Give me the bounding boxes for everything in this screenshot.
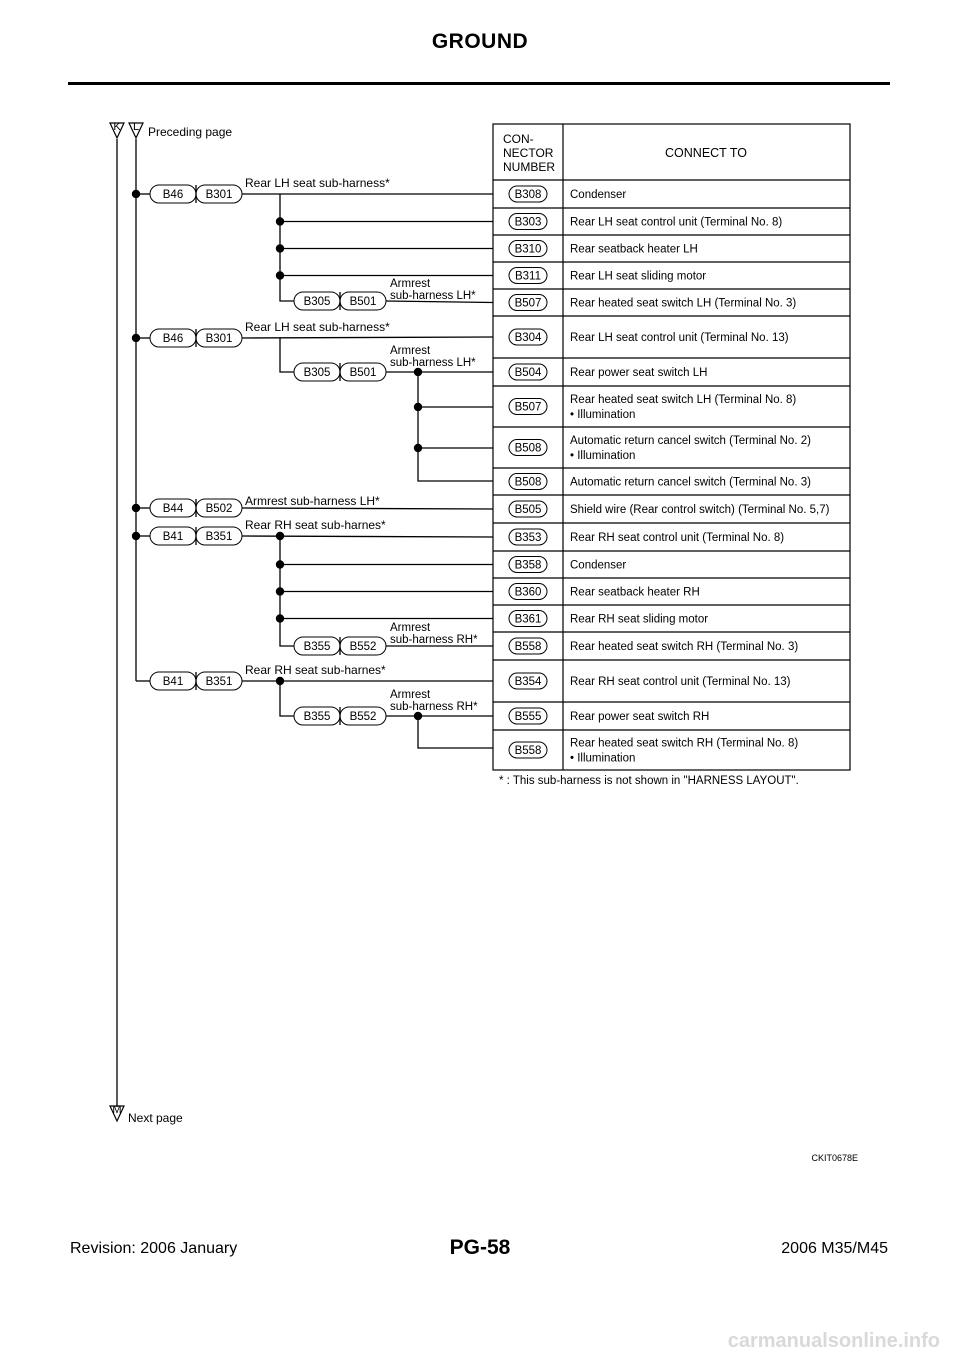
harness-label: Armrest <box>390 689 431 701</box>
splice-dot <box>276 271 284 279</box>
connect-to-description: • Illumination <box>570 450 636 462</box>
connector-number: B308 <box>514 189 542 202</box>
harness-label: Rear RH seat sub-harnes* <box>245 518 386 532</box>
harness-label: sub-harness LH* <box>390 357 476 369</box>
connect-to-description: Rear seatback heater RH <box>570 586 700 599</box>
table-header-connector: NECTOR <box>503 146 554 160</box>
harness-label: sub-harness RH* <box>390 634 478 646</box>
connect-to-description: • Illumination <box>570 409 636 421</box>
junction-connector: B501 <box>349 367 377 380</box>
connect-to-description: Rear LH seat control unit (Terminal No. 8) <box>570 216 783 229</box>
connector-number: B361 <box>514 613 542 626</box>
junction-connector: B351 <box>205 676 233 689</box>
connector-number: B507 <box>514 401 542 414</box>
splice-dot <box>276 532 284 540</box>
connector-number: B304 <box>514 332 542 345</box>
terminal-m-label: M <box>112 1104 122 1116</box>
page-number: PG-58 <box>449 1236 511 1259</box>
junction-connector: B351 <box>205 531 233 544</box>
junction-connector: B305 <box>303 296 331 309</box>
junction-connector: B305 <box>303 367 331 380</box>
connector-number: B555 <box>514 711 542 724</box>
watermark-text: carmanualsonline.info <box>727 1330 940 1352</box>
preceding-page-label: Preceding page <box>148 125 233 139</box>
connector-number: B310 <box>514 243 542 256</box>
junction-connector: B46 <box>162 189 184 202</box>
connect-to-description: Rear LH seat control unit (Terminal No. 13) <box>570 332 789 344</box>
connect-to-description: Shield wire (Rear control switch) (Terminal No. 5,7) <box>570 504 830 516</box>
terminal-k-label: K <box>113 121 121 133</box>
page-title: GROUND <box>431 30 529 53</box>
connector-number: B508 <box>514 442 542 455</box>
connector-number: B558 <box>514 745 542 758</box>
junction-connector: B46 <box>162 333 184 346</box>
connect-to-description: Rear heated seat switch LH (Terminal No. 3) <box>570 297 797 310</box>
junction-connector: B44 <box>162 503 184 516</box>
figure-code: CKIT0678E <box>811 1153 858 1163</box>
wire <box>242 337 493 338</box>
connector-number: B354 <box>514 676 542 689</box>
next-page-label: Next page <box>128 1111 183 1125</box>
connector-number: B505 <box>514 504 542 517</box>
connect-to-description: Condenser <box>570 559 627 572</box>
connect-to-description: Rear LH seat sliding motor <box>570 270 707 283</box>
junction-connector: B41 <box>162 531 184 544</box>
splice-dot <box>276 677 284 685</box>
splice-dot <box>132 532 140 540</box>
connector-number: B504 <box>514 367 542 380</box>
terminal-l-label: L <box>132 121 140 133</box>
wire <box>418 716 493 748</box>
harness-label: Armrest sub-harness LH* <box>245 494 380 508</box>
junction-connector: B552 <box>349 711 377 724</box>
harness-label: Armrest <box>390 278 431 290</box>
splice-dot <box>276 614 284 622</box>
footnote: * : This sub-harness is not shown in "HARNESS LAYOUT". <box>499 775 799 787</box>
connect-to-description: Rear RH seat control unit (Terminal No. 8) <box>570 532 785 544</box>
junction-connector: B301 <box>205 333 233 346</box>
harness-label: Rear RH seat sub-harnes* <box>245 663 386 677</box>
splice-dot <box>276 217 284 225</box>
connect-to-description: Automatic return cancel switch (Terminal No. 2) <box>570 435 811 447</box>
splice-dot <box>276 587 284 595</box>
revision-label: Revision: 2006 January <box>70 1240 238 1257</box>
wire <box>242 508 493 509</box>
connect-to-description: Condenser <box>570 189 627 201</box>
table-header-connector: NUMBER <box>503 160 556 174</box>
connect-to-description: Rear heated seat switch LH (Terminal No. 8) <box>570 394 797 406</box>
connector-number: B508 <box>514 476 542 489</box>
connect-to-description: • Illumination <box>570 752 636 765</box>
wire <box>280 338 294 372</box>
splice-dot <box>132 190 140 198</box>
connector-number: B303 <box>514 216 542 229</box>
connect-to-description: Rear seatback heater LH <box>570 243 698 256</box>
splice-dot <box>414 403 422 411</box>
harness-label: Rear LH seat sub-harness* <box>245 320 390 334</box>
junction-connector: B552 <box>349 641 377 654</box>
junction-connector: B355 <box>303 711 331 724</box>
wire <box>418 372 493 481</box>
connector-number: B358 <box>514 559 542 572</box>
table-header-connect-to: CONNECT TO <box>665 146 747 160</box>
splice-dot <box>276 560 284 568</box>
connect-to-description: Rear RH seat control unit (Terminal No. 13) <box>570 676 791 688</box>
junction-connector: B301 <box>205 189 233 202</box>
splice-dot <box>276 244 284 252</box>
splice-dot <box>132 504 140 512</box>
splice-dot <box>132 334 140 342</box>
harness-label: sub-harness RH* <box>390 701 478 713</box>
connector-number: B558 <box>514 641 542 654</box>
connector-number: B360 <box>514 586 542 599</box>
splice-dot <box>414 368 422 376</box>
junction-connector: B355 <box>303 641 331 654</box>
harness-label: sub-harness LH* <box>390 290 476 302</box>
connect-to-description: Rear heated seat switch RH (Terminal No. 3) <box>570 641 799 653</box>
connector-number: B507 <box>514 297 542 310</box>
harness-label: Armrest <box>390 622 431 634</box>
model-label: 2006 M35/M45 <box>781 1240 888 1257</box>
junction-connector: B502 <box>205 503 233 516</box>
junction-connector: B501 <box>349 296 377 309</box>
table-header-connector: CON- <box>503 132 534 146</box>
splice-dot <box>414 444 422 452</box>
harness-label: Armrest <box>390 345 431 357</box>
harness-label: Rear LH seat sub-harness* <box>245 176 390 190</box>
splice-dot <box>414 712 422 720</box>
connect-to-description: Rear heated seat switch RH (Terminal No. 8) <box>570 737 799 750</box>
wire <box>280 681 294 716</box>
connect-to-description: Automatic return cancel switch (Terminal No. 3) <box>570 476 811 489</box>
connect-to-description: Rear power seat switch LH <box>570 367 708 379</box>
connector-number: B311 <box>514 270 542 283</box>
connect-to-description: Rear RH seat sliding motor <box>570 613 709 626</box>
connect-to-description: Rear power seat switch RH <box>570 711 710 723</box>
junction-connector: B41 <box>162 676 184 689</box>
connector-number: B353 <box>514 532 542 545</box>
